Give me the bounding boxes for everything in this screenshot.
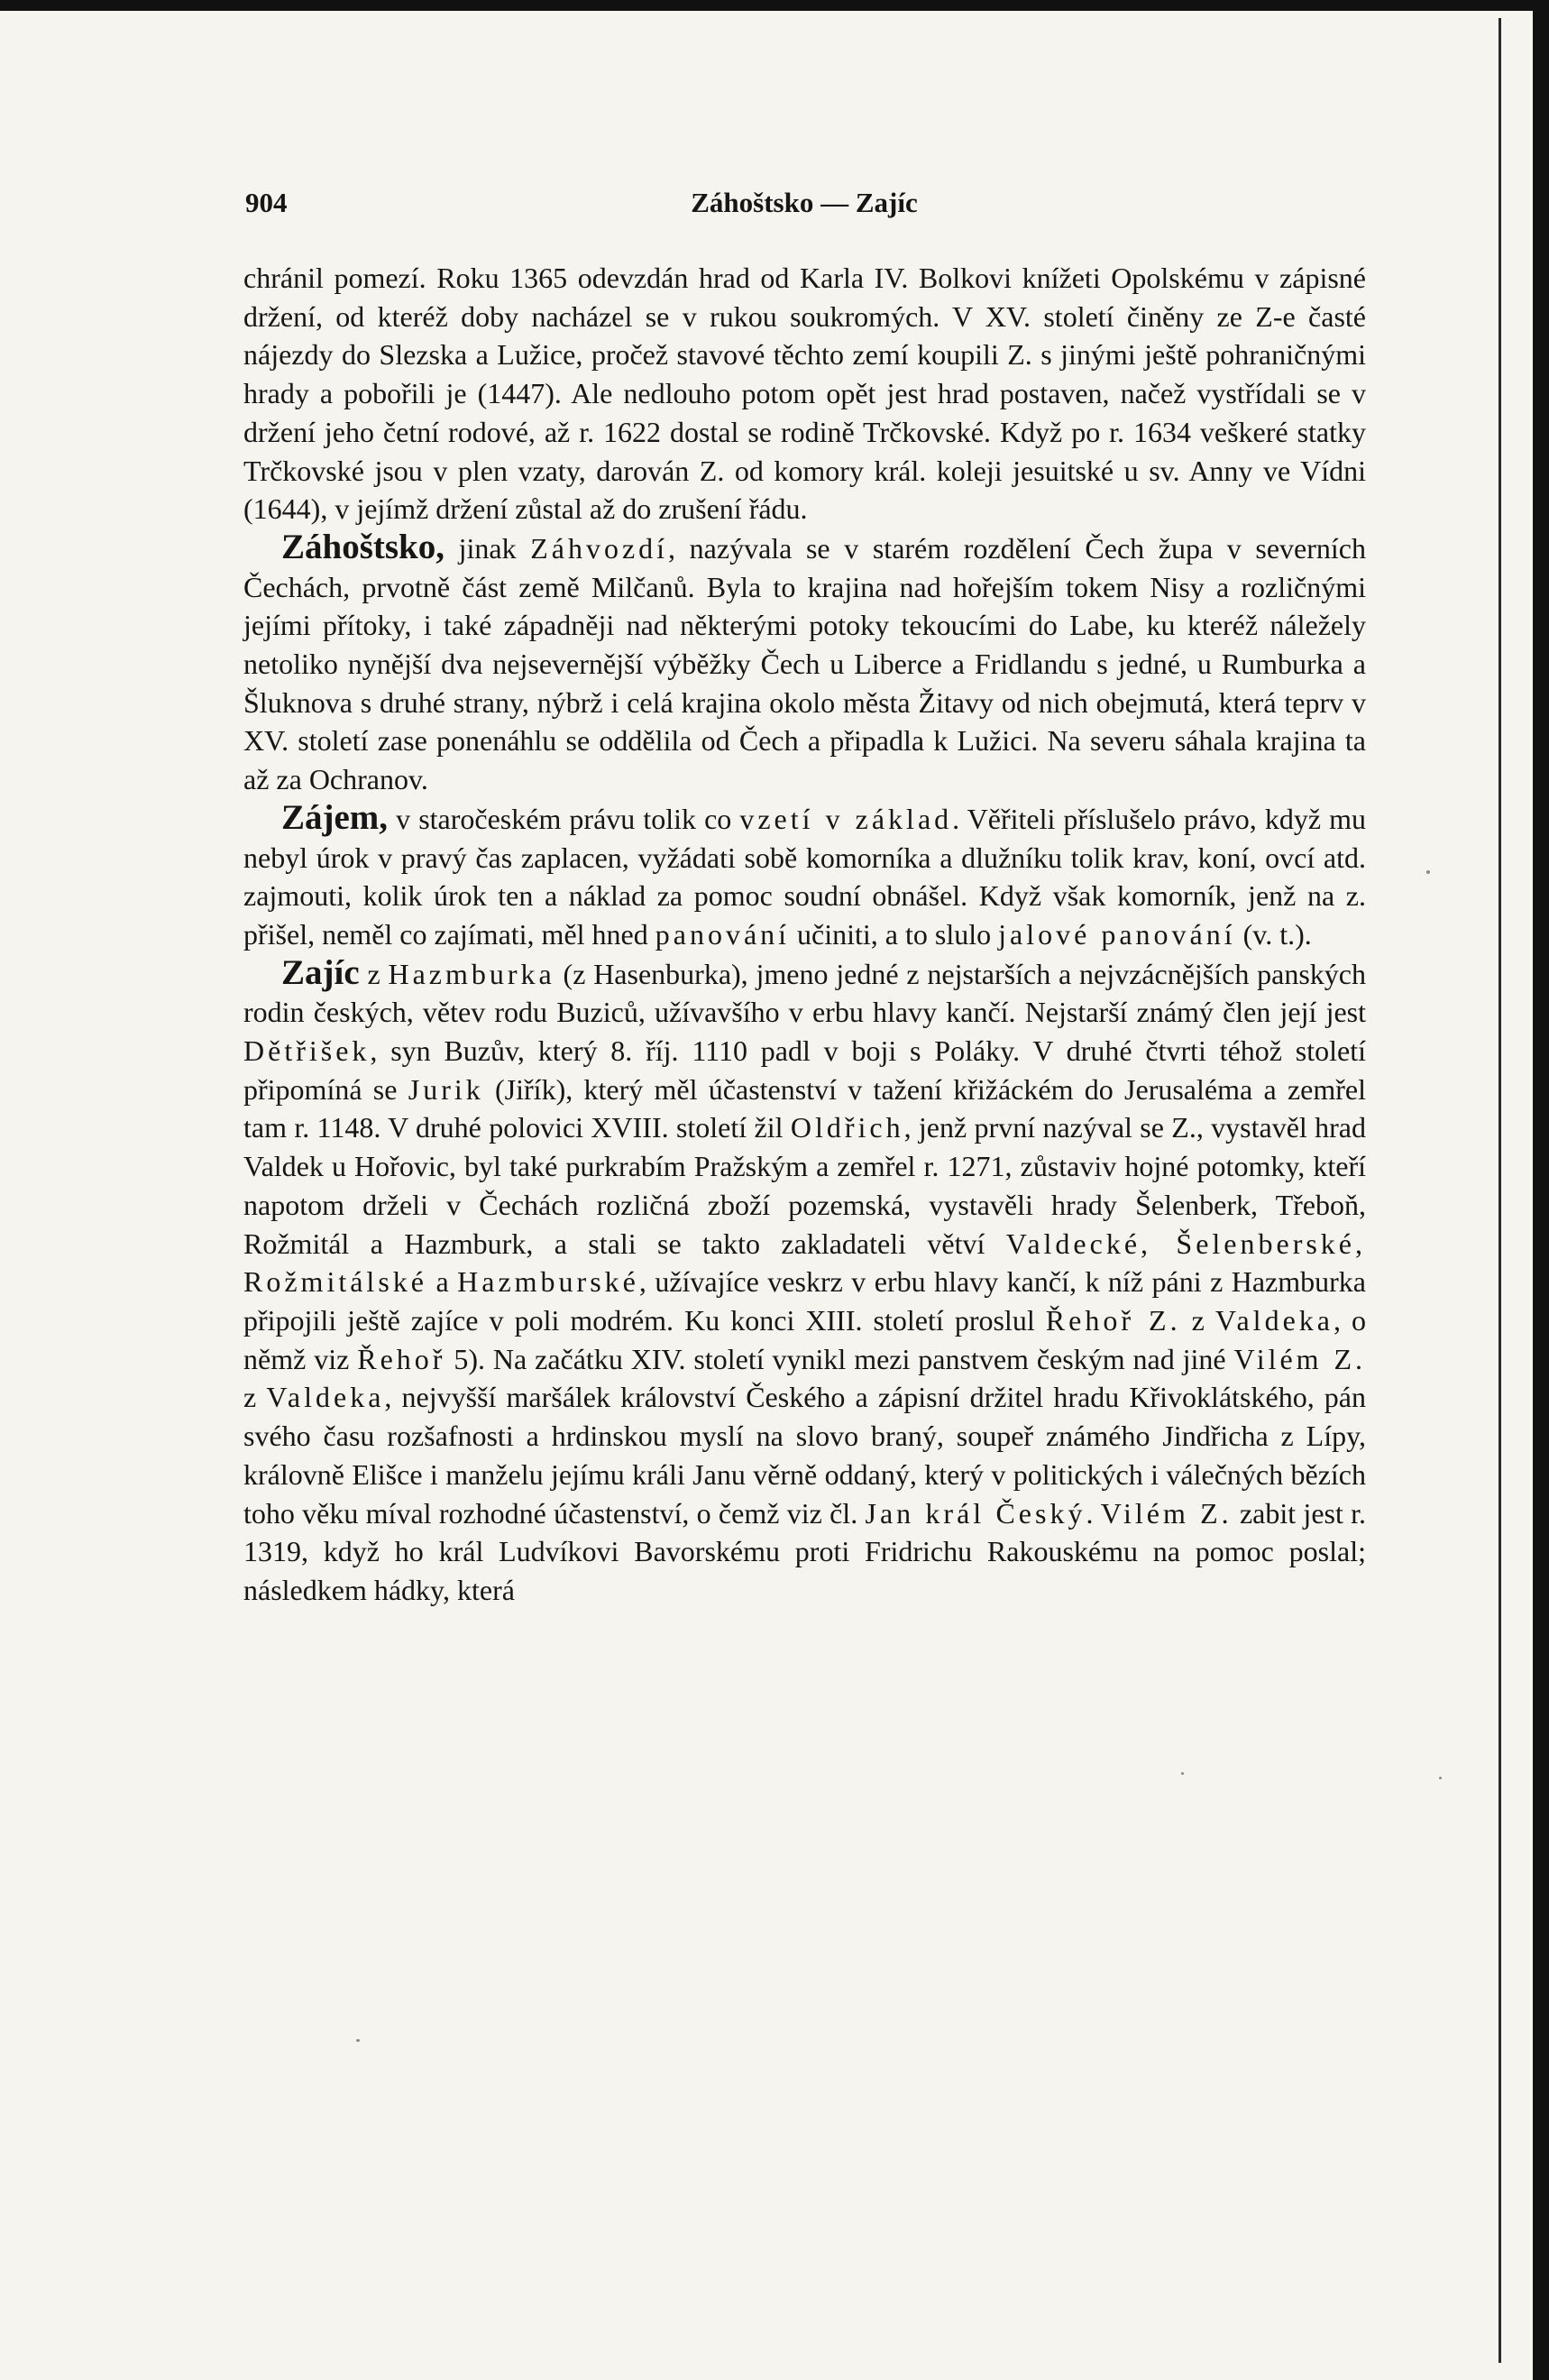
scan-speck (1439, 1777, 1442, 1779)
page-edge-line (1499, 18, 1501, 2363)
article-body (243, 259, 1366, 1610)
scan-border-right (1533, 0, 1549, 2380)
entry-zajic: Zajíc z Hazmburka (z Hasenburka), jmeno jedné z nejstarších a nejvzácnějších panských rodin českých, větev rodu Buziců, užívavšího v erbu hlavy kančí. Nejstarší známý člen její jest Dětřišek, syn Buzův, který 8. říj. 1110 padl v boji s Poláky. V druhé čtvrti téhož století připomíná se Jurik (Jiřík), který měl účastenství v tažení křižáckém do Jerusaléma a zemřel tam r. 1148. V druhé polovici XVIII. století žil Oldřich, jenž první nazýval se Z., vystavěl hrad Valdek u Hořovic, byl také purkrabím Pražským a zemřel r. 1271, zůstaviv hojné potomky, kteří napotom drželi v Čechách rozličná zboží pozemská, vystavěli hrady Šelenberk, Třeboň, Rožmitál a Hazmburk, a stali se takto zakladateli větví Valdecké, Šelenberské, Rožmitálské a Hazmburské, užívajíce veskrz v erbu hlavy kančí, k níž páni z Hazmburka připojili ještě zajíce v poli modrém. Ku konci XIII. století proslul Řehoř Z. z Valdeka, o němž viz Řehoř 5). Na začátku XIV. století vynikl mezi panstvem českým nad jiné Vilém Z. z Valdeka, nejvyšší maršálek království Českého a zápisní držitel hradu Křivoklátského, pán svého času rozšafnosti a hrdinskou myslí na slovo braný, soupeř známého Jindřicha z Lípy, královně Elišce i manželu jejímu králi Janu věrně oddaný, který v politických i válečných bězích toho věku míval rozhodné účastenství, o čemž viz čl. Jan král Český. Vilém Z. zabit jest r. 1319, když ho král Ludvíkovi Bavorskému proti Fridrichu Rakouskému na pomoc poslal; následkem hádky, která (243, 952, 1367, 1606)
headword: Zajíc (281, 952, 360, 992)
page-header (245, 185, 1363, 221)
scan-speck (1181, 1772, 1184, 1775)
scan-speck (1426, 870, 1430, 874)
entry-zahostsko: Záhoštsko, jinak Záhvozdí, nazývala se v starém rozdělení Čech župa v severních Čechách, prvotně část země Milčanů. Byla to krajina nad hořejším tokem Nisy a rozličnými jejími přítoky, i také západněji nad některými potoky tekoucími do Labe, ku kteréž náležely netoliko nynější dva nejsevernější výběžky Čech u Liberce a Fridlandu s jedné, u Rumburka a Šluknova s druhé strany, nýbrž i celá krajina okolo města Žitavy od nich obejmutá, která teprv v XV. století zase ponenáhlu se oddělila od Čech a připadla k Lužici. Na severu sáhala krajina ta až za Ochranov. (243, 527, 1367, 796)
headword: Zájem, (281, 797, 389, 837)
page-number: 904 (245, 187, 288, 218)
scan-border-top (0, 0, 1533, 11)
article-continuation: chránil pomezí. Roku 1365 odevzdán hrad od Karla IV. Bolkovi knížeti Opolskému v zápisné držení, od kteréž doby nacházel se v rukou soukromých. V XV. století činěny ze Z-e časté nájezdy do Slezska a Lužice, pročež stavové těchto zemí koupili Z. s jinými ještě pohraničnými hrady a pobořili je (1447). Ale nedlouho potom opět jest hrad postaven, načež vystřídali se v držení jeho četní rodové, až r. 1622 dostal se rodině Trčkovské. Když po r. 1634 veškeré statky Trčkovské jsou v plen vzaty, darován Z. od komory král. koleji jesuitské u sv. Anny ve Vídni (1644), v jejímž držení zůstal až do zrušení řádu. (243, 262, 1366, 526)
running-head: Záhoštsko — Zajíc (691, 187, 918, 218)
scan-speck (356, 2039, 360, 2042)
headword: Záhoštsko, (281, 527, 445, 566)
entry-zajem: Zájem, v staročeském právu tolik co vzetí v základ. Věřiteli příslušelo právo, když mu nebyl úrok v pravý čas zaplacen, vyžádati sobě komorníka a dlužníku tolik krav, koní, ovcí atd. zajmouti, kolik úrok ten a náklad za pomoc soudní obnášel. Když však komorník, jenž na z. přišel, neměl co zajímati, měl hned panování učiniti, a to slulo jalové panování (v. t.). (243, 797, 1366, 951)
